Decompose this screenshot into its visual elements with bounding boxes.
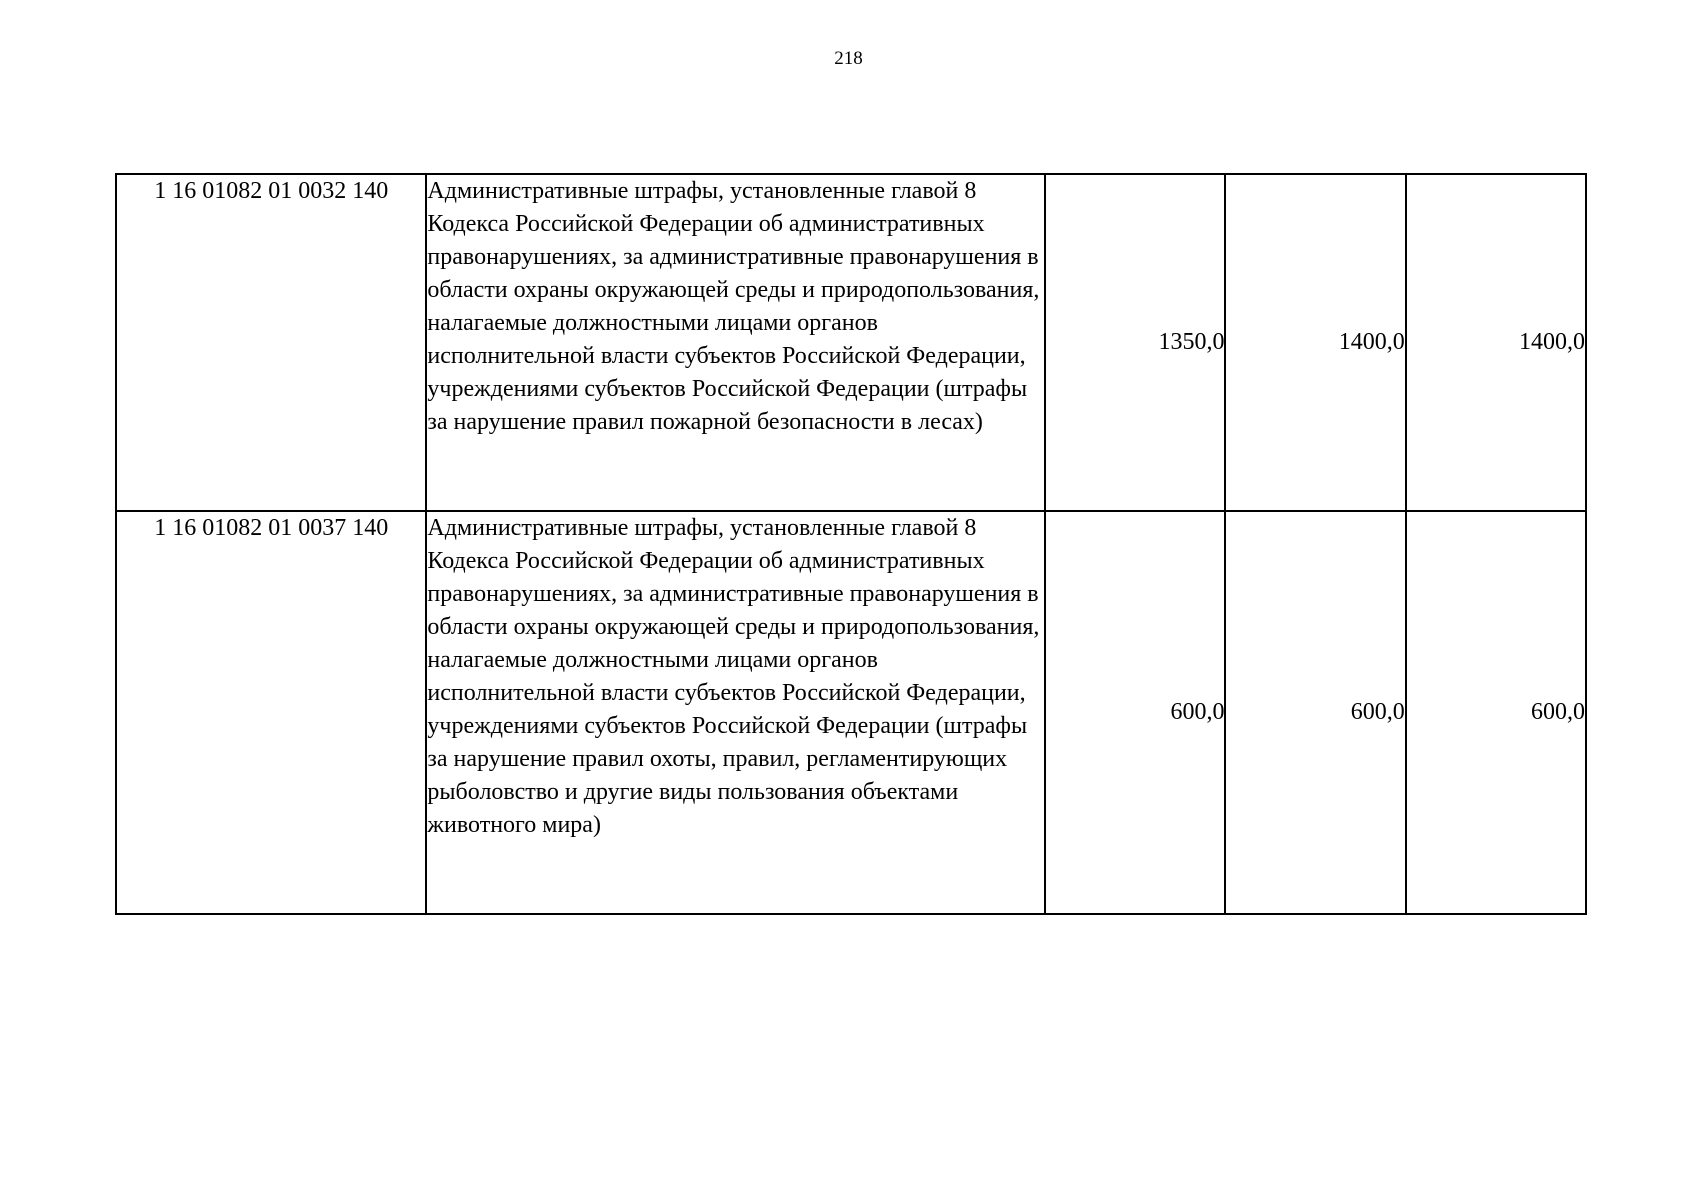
amount-cell-year-3: 600,0 [1406, 511, 1586, 914]
amount-cell-year-1: 600,0 [1045, 511, 1225, 914]
revenue-name-cell: Административные штрафы, установленные главой 8 Кодекса Российской Федерации об административных правонарушениях, за административные правонарушения в области охраны окружающей среды и природопользования, налагаемые должностными лицами органов исполнительной власти субъектов Российской Федерации, учреждениями субъектов Российской Федерации (штрафы за нарушение правил пожарной безопасности в лесах) [426, 174, 1045, 511]
amount-cell-year-2: 1400,0 [1225, 174, 1405, 511]
amount-cell-year-2: 600,0 [1225, 511, 1405, 914]
table-row [116, 511, 1586, 914]
revenue-code-cell: 1 16 01082 01 0032 140 [116, 174, 426, 511]
revenue-name-cell: Административные штрафы, установленные главой 8 Кодекса Российской Федерации об административных правонарушениях, за административные правонарушения в области охраны окружающей среды и природопользования, налагаемые должностными лицами органов исполнительной власти субъектов Российской Федерации, учреждениями субъектов Российской Федерации (штрафы за нарушение правил охоты, правил, регламентирующих рыболовство и другие виды пользования объектами животного мира) [426, 511, 1045, 914]
revenue-code-cell: 1 16 01082 01 0037 140 [116, 511, 426, 914]
page-number: 218 [834, 48, 863, 69]
budget-revenue-table [115, 173, 1587, 915]
table-row [116, 174, 1586, 511]
amount-cell-year-3: 1400,0 [1406, 174, 1586, 511]
amount-cell-year-1: 1350,0 [1045, 174, 1225, 511]
